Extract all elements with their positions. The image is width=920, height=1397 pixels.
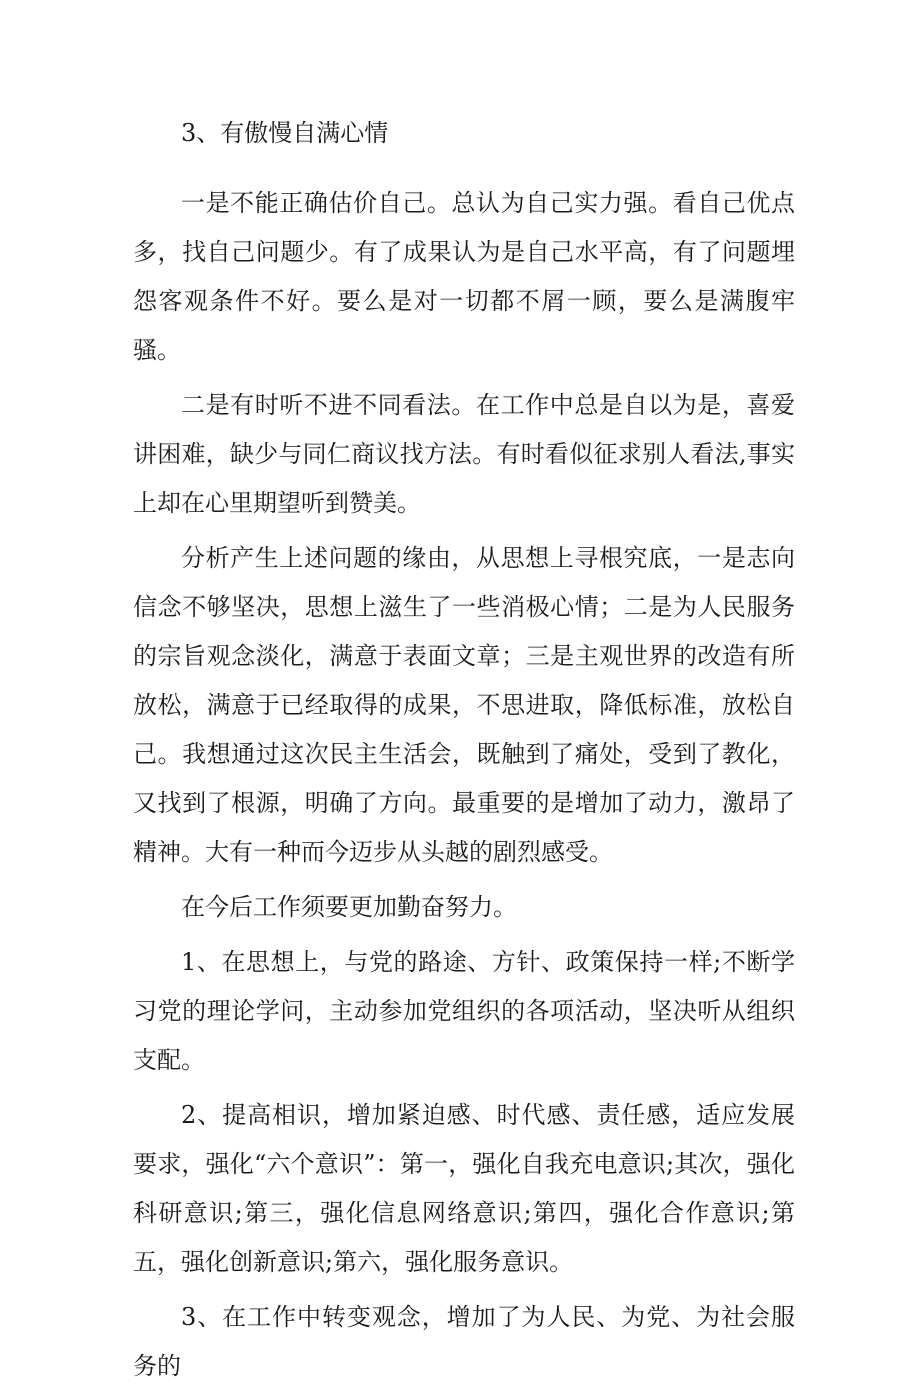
paragraph-5: 1、在思想上，与党的路途、方针、政策保持一样;不断学习党的理论学问，主动参加党组织的各项活动，坚决听从组织支配。	[133, 948, 795, 1074]
paragraph-1: 一是不能正确估价自己。总认为自己实力强。看自己优点多，找自己问题少。有了成果认为是自己水平高，有了问题埋怨客观条件不好。要么是对一切都不屑一顾，要么是满腹牢骚。	[133, 189, 795, 364]
paragraph-6: 2、提高相识，增加紧迫感、时代感、责任感，适应发展要求，强化“六个意识”：第一，强化自我充电意识;其次，强化科研意识;第三，强化信息网络意识;第四，强化合作意识;第五，强化创新意识;第六，强化服务意识。	[133, 1101, 795, 1276]
paragraph-2: 二是有时听不进不同看法。在工作中总是自以为是，喜爱讲困难，缺少与同仁商议找方法。有时看似征求别人看法,事实上却在心里期望听到赞美。	[133, 391, 795, 517]
section-heading: 3、有傲慢自满心情	[181, 119, 389, 147]
document-body	[133, 109, 795, 1397]
paragraph-3: 分析产生上述问题的缘由，从思想上寻根究底，一是志向信念不够坚决，思想上滋生了一些消极心情；二是为人民服务的宗旨观念淡化，满意于表面文章；三是主观世界的改造有所放松，满意于已经取得的成果，不思进取，降低标准，放松自己。我想通过这次民主生活会，既触到了痛处，受到了教化，又找到了根源，明确了方向。最重要的是增加了动力，激昂了精神。大有一种而今迈步从头越的剧烈感受。	[133, 544, 795, 866]
paragraph-7: 3、在工作中转变观念，增加了为人民、为党、为社会服务的	[133, 1303, 795, 1380]
paragraph-4: 在今后工作须要更加勤奋努力。	[181, 893, 517, 921]
